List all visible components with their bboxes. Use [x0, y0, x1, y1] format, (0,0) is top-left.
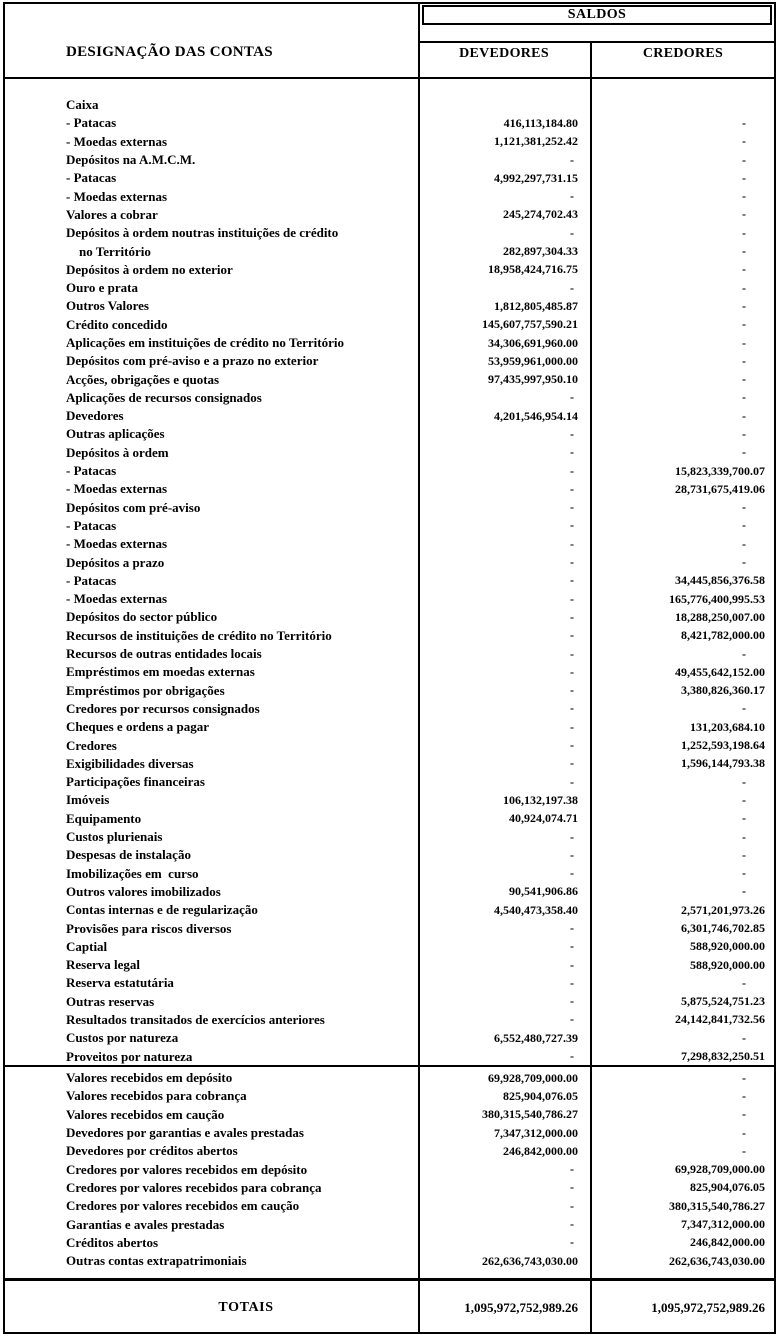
- credores-value: -: [742, 555, 746, 570]
- table-row: [3, 846, 776, 864]
- account-label: Proveitos por natureza: [66, 1048, 193, 1064]
- devedores-value: 380,315,540,786.27: [482, 1107, 578, 1122]
- account-label: Outras aplicações: [66, 426, 165, 442]
- account-label: Valores recebidos em caução: [66, 1106, 225, 1122]
- main-accounts-section: [3, 80, 776, 1066]
- credores-value: -: [742, 262, 746, 277]
- table-row: [3, 608, 776, 626]
- account-label: Depósitos à ordem noutras instituições de crédito: [66, 225, 339, 241]
- account-label: Valores recebidos em depósito: [66, 1070, 233, 1086]
- account-label: Empréstimos em moedas externas: [66, 664, 255, 680]
- credores-value: -: [742, 335, 746, 350]
- table-row: [3, 553, 776, 571]
- devedores-value: 262,636,743,030.00: [482, 1253, 578, 1268]
- table-row: [3, 645, 776, 663]
- devedores-value: -: [570, 847, 574, 862]
- devedores-value: 825,904,076.05: [503, 1088, 578, 1103]
- account-label: Aplicações de recursos consignados: [66, 389, 262, 405]
- table-row: [3, 718, 776, 736]
- credores-value: -: [742, 1107, 746, 1122]
- credores-value: -: [742, 280, 746, 295]
- totals-credores-value: 1,095,972,752,989.26: [651, 1299, 765, 1315]
- table-row: [3, 938, 776, 956]
- account-label: Depósitos na A.M.C.M.: [66, 152, 196, 168]
- devedores-value: -: [570, 1235, 574, 1250]
- devedores-value: 40,924,074.71: [509, 811, 578, 826]
- credores-value: -: [742, 189, 746, 204]
- credores-value: 49,455,642,152.00: [675, 664, 765, 679]
- devedores-value: -: [570, 646, 574, 661]
- credores-value: -: [742, 298, 746, 313]
- credores-value: -: [742, 518, 746, 533]
- table-row: [3, 297, 776, 315]
- totals-label: TOTAIS: [218, 1299, 274, 1315]
- credores-value: 69,928,709,000.00: [675, 1162, 765, 1177]
- devedores-value: -: [570, 445, 574, 460]
- table-row: [3, 773, 776, 791]
- credores-value: -: [742, 134, 746, 149]
- account-label: Depósitos com pré-aviso: [66, 499, 201, 515]
- table-row: [3, 389, 776, 407]
- devedores-value: 245,274,702.43: [503, 207, 578, 222]
- account-label: Valores recebidos para cobrança: [66, 1088, 247, 1104]
- credores-value: 131,203,684.10: [690, 719, 765, 734]
- devedores-value: -: [570, 280, 574, 295]
- table-row: [3, 1252, 776, 1270]
- table-row: [3, 480, 776, 498]
- account-label: Outras contas extrapatrimoniais: [66, 1253, 247, 1269]
- table-row: [3, 407, 776, 425]
- devedores-value: -: [570, 481, 574, 496]
- table-row: [3, 663, 776, 681]
- table-row: [3, 242, 776, 260]
- credores-value: 2,571,201,973.26: [681, 902, 765, 917]
- table-row: [3, 1179, 776, 1197]
- saldos-header-box: [422, 5, 772, 25]
- devedores-value: 90,541,906.86: [509, 884, 578, 899]
- account-label: - Moedas externas: [66, 536, 168, 552]
- table-row: [3, 206, 776, 224]
- credores-value: -: [742, 445, 746, 460]
- table-row: [3, 901, 776, 919]
- credores-value: 28,731,675,419.06: [675, 481, 765, 496]
- credores-value: 15,823,339,700.07: [675, 463, 765, 478]
- account-label: Outros Valores: [66, 298, 149, 314]
- credores-value: -: [742, 152, 746, 167]
- account-label: Provisões para riscos diversos: [66, 920, 232, 936]
- table-row: [3, 462, 776, 480]
- devedores-value: -: [570, 1162, 574, 1177]
- credores-value: -: [742, 244, 746, 259]
- table-row: [3, 791, 776, 809]
- header-bottom-border: [3, 77, 776, 79]
- account-label: Valores a cobrar: [66, 206, 158, 222]
- devedores-value: 282,897,304.33: [503, 244, 578, 259]
- credores-value: -: [742, 1070, 746, 1085]
- account-label: Depósitos a prazo: [66, 554, 165, 570]
- devedores-value: -: [570, 701, 574, 716]
- devedores-value: -: [570, 1012, 574, 1027]
- devedores-value: -: [570, 152, 574, 167]
- devedores-value: -: [570, 500, 574, 515]
- devedores-value: -: [570, 957, 574, 972]
- credores-value: 588,920,000.00: [690, 957, 765, 972]
- column-header-designacao: DESIGNAÇÃO DAS CONTAS: [66, 44, 273, 60]
- table-row: [3, 572, 776, 590]
- devedores-value: -: [570, 738, 574, 753]
- credores-value: 7,347,312,000.00: [681, 1217, 765, 1232]
- account-label: Captial: [66, 938, 108, 954]
- account-label: Resultados transitados de exercícios anteriores: [66, 1011, 325, 1027]
- table-row: [3, 316, 776, 334]
- credores-value: 246,842,000.00: [690, 1235, 765, 1250]
- account-label: Credores: [66, 737, 117, 753]
- credores-value: 1,596,144,793.38: [681, 756, 765, 771]
- account-label: Cheques e ordens a pagar: [66, 719, 210, 735]
- credores-value: -: [742, 353, 746, 368]
- devedores-value: 18,958,424,716.75: [488, 262, 578, 277]
- credores-value: -: [742, 500, 746, 515]
- credores-value: 165,776,400,995.53: [669, 591, 765, 606]
- devedores-value: -: [570, 225, 574, 240]
- account-label: - Patacas: [66, 572, 117, 588]
- account-label: Custos por natureza: [66, 1030, 179, 1046]
- account-label: Contas internas e de regularização: [66, 902, 258, 918]
- table-row: [3, 1029, 776, 1047]
- table-row: [3, 1197, 776, 1215]
- devedores-value: -: [570, 1217, 574, 1232]
- credores-value: -: [742, 701, 746, 716]
- credores-value: -: [742, 207, 746, 222]
- credores-value: 34,445,856,376.58: [675, 573, 765, 588]
- saldos-underline: [418, 41, 776, 43]
- devedores-value: -: [570, 866, 574, 881]
- devedores-value: -: [570, 1049, 574, 1064]
- devedores-value: -: [570, 426, 574, 441]
- account-label: Empréstimos por obrigações: [66, 682, 225, 698]
- credores-value: 24,142,841,732.56: [675, 1012, 765, 1027]
- credores-value: 588,920,000.00: [690, 939, 765, 954]
- credores-value: -: [742, 884, 746, 899]
- credores-value: -: [742, 225, 746, 240]
- account-label: Ouro e prata: [66, 280, 138, 296]
- devedores-value: -: [570, 994, 574, 1009]
- devedores-value: -: [570, 921, 574, 935]
- devedores-value: -: [570, 189, 574, 204]
- account-label: - Patacas: [66, 517, 117, 533]
- account-label: Credores por recursos consignados: [66, 700, 260, 716]
- devedores-value: -: [570, 518, 574, 533]
- devedores-value: -: [570, 536, 574, 551]
- credores-value: -: [742, 1125, 746, 1140]
- table-row: [3, 114, 776, 132]
- table-row: [3, 590, 776, 608]
- account-label: Devedores por créditos abertos: [66, 1143, 238, 1159]
- account-label: Crédito concedido: [66, 316, 168, 332]
- credores-value: -: [742, 1088, 746, 1103]
- credores-value: -: [742, 115, 746, 130]
- credores-value: -: [742, 317, 746, 332]
- credores-value: -: [742, 847, 746, 862]
- devedores-value: 53,959,961,000.00: [488, 353, 578, 368]
- devedores-value: -: [570, 555, 574, 570]
- devedores-value: -: [570, 664, 574, 679]
- table-row: [3, 499, 776, 517]
- table-row: [3, 370, 776, 388]
- credores-value: -: [742, 975, 746, 990]
- totals-devedores-value: 1,095,972,752,989.26: [464, 1299, 578, 1315]
- credores-value: -: [742, 170, 746, 185]
- table-row: [3, 224, 776, 242]
- credores-value: -: [742, 1030, 746, 1045]
- devedores-value: -: [570, 683, 574, 698]
- devedores-value: -: [570, 390, 574, 405]
- account-label: - Patacas: [66, 463, 117, 479]
- account-label: Credores por valores recebidos em caução: [66, 1198, 300, 1214]
- table-row: [3, 517, 776, 535]
- account-label: Créditos abertos: [66, 1234, 159, 1250]
- table-row: [3, 700, 776, 718]
- credores-value: 1,252,593,198.64: [681, 738, 765, 753]
- account-label: Depósitos à ordem: [66, 444, 169, 460]
- credores-value: -: [742, 536, 746, 551]
- table-row: [3, 1087, 776, 1105]
- table-row: [3, 1124, 776, 1142]
- table-row: [3, 535, 776, 553]
- column-header-devedores: DEVEDORES: [459, 46, 549, 61]
- devedores-value: -: [570, 591, 574, 606]
- account-label: Acções, obrigações e quotas: [66, 371, 220, 387]
- devedores-value: 1,812,805,485.87: [494, 298, 578, 313]
- account-label: Reserva legal: [66, 957, 141, 973]
- table-row: [3, 810, 776, 828]
- account-label: Credores por valores recebidos em depósito: [66, 1161, 308, 1177]
- account-label: Depósitos do sector público: [66, 609, 218, 625]
- account-label: Reserva estatutária: [66, 975, 174, 991]
- table-row: [3, 261, 776, 279]
- credores-value: -: [742, 811, 746, 826]
- devedores-value: -: [570, 573, 574, 588]
- credores-value: -: [742, 1143, 746, 1158]
- account-label: no Território: [79, 243, 151, 259]
- table-row: [3, 187, 776, 205]
- devedores-value: 1,121,381,252.42: [494, 134, 578, 149]
- account-label: Devedores por garantias e avales prestadas: [66, 1125, 304, 1141]
- table-row: [3, 736, 776, 754]
- credores-value: 18,288,250,007.00: [675, 609, 765, 624]
- table-row: [3, 279, 776, 297]
- table-row: [3, 1106, 776, 1124]
- account-label: Recursos de instituições de crédito no Território: [66, 627, 332, 643]
- devedores-value: -: [570, 609, 574, 624]
- table-row: [3, 169, 776, 187]
- account-label: Outros valores imobilizados: [66, 883, 221, 899]
- table-row: [3, 133, 776, 151]
- devedores-value: 97,435,997,950.10: [488, 372, 578, 387]
- account-label: - Moedas externas: [66, 188, 168, 204]
- account-label: - Patacas: [66, 115, 117, 131]
- credores-value: 380,315,540,786.27: [669, 1198, 765, 1213]
- table-row: [3, 919, 776, 937]
- table-row: [3, 444, 776, 462]
- table-row: [3, 956, 776, 974]
- credores-value: -: [742, 646, 746, 661]
- account-label: - Moedas externas: [66, 133, 168, 149]
- devedores-value: 7,347,312,000.00: [494, 1125, 578, 1140]
- devedores-value: -: [570, 975, 574, 990]
- credores-value: 3,380,826,360.17: [681, 683, 765, 698]
- credores-value: 262,636,743,030.00: [669, 1253, 765, 1268]
- account-label: Imóveis: [66, 792, 110, 808]
- table-row: [3, 425, 776, 443]
- devedores-value: 69,928,709,000.00: [488, 1070, 578, 1085]
- credores-value: 6,301,746,702.85: [681, 921, 765, 935]
- devedores-value: -: [570, 756, 574, 771]
- table-row: [3, 864, 776, 882]
- table-row: [3, 682, 776, 700]
- devedores-value: 246,842,000.00: [503, 1143, 578, 1158]
- devedores-value: -: [570, 774, 574, 789]
- account-label: Equipamento: [66, 810, 142, 826]
- credores-value: 8,421,782,000.00: [681, 628, 765, 643]
- table-row: [3, 1142, 776, 1160]
- devedores-value: -: [570, 1180, 574, 1195]
- credores-value: -: [742, 426, 746, 441]
- devedores-value: -: [570, 463, 574, 478]
- account-label: Custos plurienais: [66, 829, 163, 845]
- account-label: Aplicações em instituições de crédito no Território: [66, 335, 345, 350]
- credores-value: -: [742, 829, 746, 844]
- table-row: [3, 1160, 776, 1178]
- devedores-value: 416,113,184.80: [503, 115, 578, 130]
- credores-value: 7,298,832,250.51: [681, 1049, 765, 1064]
- table-row: [3, 352, 776, 370]
- account-label: Depósitos à ordem no exterior: [66, 261, 233, 277]
- devedores-value: -: [570, 719, 574, 734]
- account-label: Despesas de instalação: [66, 847, 191, 863]
- account-label: - Moedas externas: [66, 481, 168, 497]
- credores-value: -: [742, 372, 746, 387]
- table-row: [3, 334, 776, 352]
- table-row: [3, 627, 776, 645]
- account-label: Participações financeiras: [66, 774, 205, 790]
- devedores-value: -: [570, 829, 574, 844]
- credores-value: -: [742, 408, 746, 423]
- account-label: Caixa: [66, 97, 99, 113]
- table-row: [3, 96, 776, 114]
- devedores-value: -: [570, 1198, 574, 1213]
- totals-row: [3, 1281, 776, 1334]
- devedores-value: 106,132,197.38: [503, 792, 578, 807]
- table-row: [3, 1047, 776, 1065]
- devedores-value: 4,992,297,731.15: [494, 170, 578, 185]
- credores-value: -: [742, 866, 746, 881]
- saldos-label: SALDOS: [567, 7, 627, 22]
- account-label: Devedores: [66, 408, 124, 424]
- extrapatrimonial-accounts-section: [3, 1068, 776, 1270]
- credores-value: 5,875,524,751.23: [681, 994, 765, 1009]
- account-label: - Moedas externas: [66, 591, 168, 607]
- credores-value: -: [742, 774, 746, 789]
- devedores-value: 6,552,480,727.39: [494, 1030, 578, 1045]
- account-label: Depósitos com pré-aviso e a prazo no exterior: [66, 353, 319, 369]
- account-label: Garantias e avales prestadas: [66, 1216, 225, 1232]
- table-row: [3, 755, 776, 773]
- table-row: [3, 1069, 776, 1087]
- devedores-value: 4,540,473,358.40: [494, 902, 578, 917]
- devedores-value: 145,607,757,590.21: [482, 317, 578, 332]
- devedores-value: -: [570, 628, 574, 643]
- account-label: - Patacas: [66, 170, 117, 186]
- table-row: [3, 828, 776, 846]
- account-label: Exigibilidades diversas: [66, 755, 194, 771]
- table-row: [3, 974, 776, 992]
- devedores-value: 34,306,691,960.00: [488, 335, 578, 350]
- account-label: Imobilizações em curso: [66, 865, 199, 881]
- table-row: [3, 993, 776, 1011]
- devedores-value: -: [570, 939, 574, 954]
- column-header-credores: CREDORES: [642, 46, 724, 61]
- credores-value: 825,904,076.05: [690, 1180, 765, 1195]
- table-row: [3, 883, 776, 901]
- account-label: Recursos de outras entidades locais: [66, 646, 262, 662]
- table-row: [3, 1234, 776, 1252]
- devedores-value: 4,201,546,954.14: [494, 408, 578, 423]
- table-row: [3, 1215, 776, 1233]
- table-row: [3, 1011, 776, 1029]
- account-label: Outras reservas: [66, 993, 155, 1009]
- credores-value: -: [742, 792, 746, 807]
- table-row: [3, 151, 776, 169]
- account-label: Credores por valores recebidos para cobrança: [66, 1179, 322, 1195]
- credores-value: -: [742, 390, 746, 405]
